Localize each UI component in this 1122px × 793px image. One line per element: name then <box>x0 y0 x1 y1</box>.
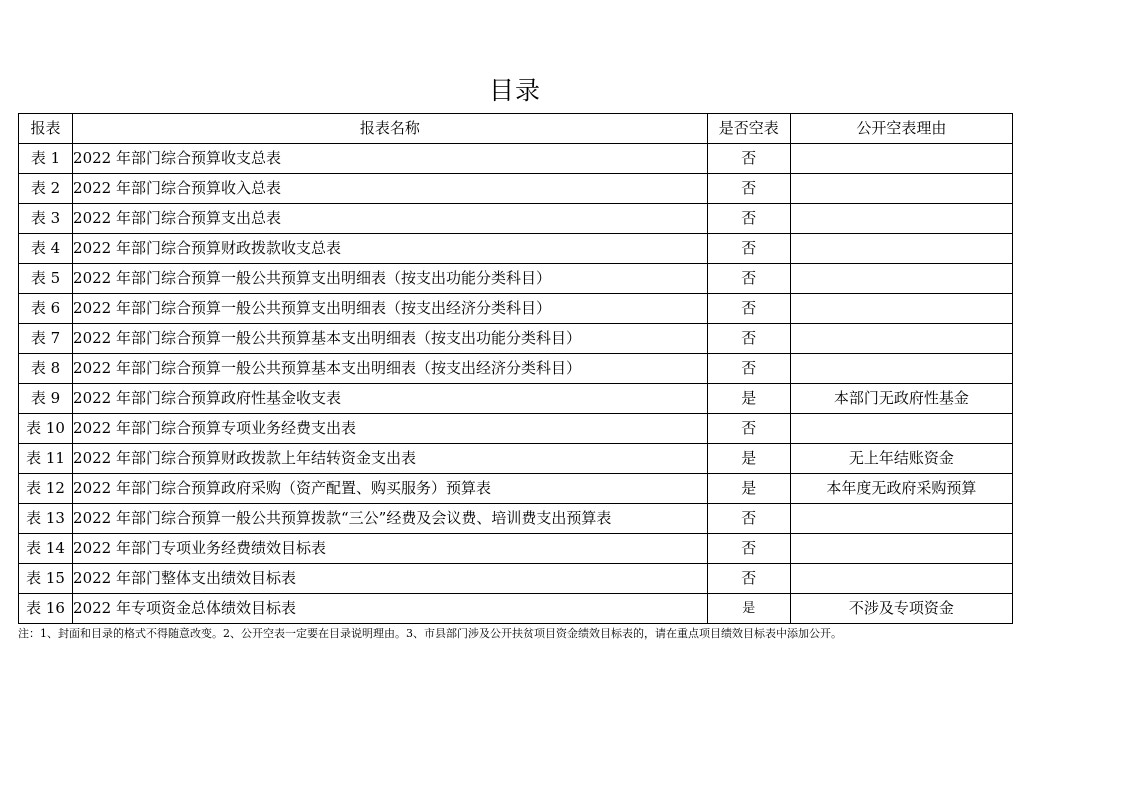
report-name: 2022 年部门综合预算一般公共预算支出明细表（按支出经济分类科目） <box>73 294 708 324</box>
table-row <box>19 144 1013 174</box>
table-row <box>19 474 1013 504</box>
empty-reason <box>790 324 1012 354</box>
report-name: 2022 年部门综合预算一般公共预算基本支出明细表（按支出经济分类科目） <box>73 354 708 384</box>
empty-reason: 本部门无政府性基金 <box>790 384 1012 414</box>
table-row <box>19 594 1013 624</box>
report-name: 2022 年部门整体支出绩效目标表 <box>73 564 708 594</box>
report-name: 2022 年部门综合预算财政拨款收支总表 <box>73 234 708 264</box>
is-empty: 是 <box>707 474 790 504</box>
table-row <box>19 564 1013 594</box>
report-name: 2022 年部门综合预算一般公共预算基本支出明细表（按支出功能分类科目） <box>73 324 708 354</box>
is-empty: 否 <box>707 324 790 354</box>
empty-reason <box>790 174 1012 204</box>
report-no: 表 4 <box>19 234 73 264</box>
header-is-empty: 是否空表 <box>707 114 790 144</box>
page-title: 目录 <box>488 76 541 105</box>
table-header-row <box>19 114 1013 144</box>
empty-reason <box>790 204 1012 234</box>
header-report-name: 报表名称 <box>73 114 708 144</box>
empty-reason <box>790 264 1012 294</box>
is-empty: 否 <box>707 144 790 174</box>
empty-reason <box>790 294 1012 324</box>
table-row <box>19 534 1013 564</box>
report-no: 表 6 <box>19 294 73 324</box>
report-no: 表 10 <box>19 414 73 444</box>
report-no: 表 7 <box>19 324 73 354</box>
report-no: 表 12 <box>19 474 73 504</box>
table-row <box>19 234 1013 264</box>
table-row <box>19 204 1013 234</box>
is-empty: 否 <box>707 414 790 444</box>
table-row <box>19 354 1013 384</box>
table-row <box>19 324 1013 354</box>
table-row <box>19 294 1013 324</box>
report-no: 表 13 <box>19 504 73 534</box>
is-empty: 否 <box>707 294 790 324</box>
report-name: 2022 年部门综合预算专项业务经费支出表 <box>73 414 708 444</box>
is-empty: 是 <box>707 594 790 624</box>
report-no: 表 1 <box>19 144 73 174</box>
empty-reason: 不涉及专项资金 <box>790 594 1012 624</box>
report-name: 2022 年专项资金总体绩效目标表 <box>73 594 708 624</box>
footnote: 注：1、封面和目录的格式不得随意改变。2、公开空表一定要在目录说明理由。3、市县部门涉及公开扶贫项目资金绩效目标表的，请在重点项目绩效目标表中添加公开。 <box>18 627 842 640</box>
report-name: 2022 年部门综合预算收支总表 <box>73 144 708 174</box>
report-name: 2022 年部门综合预算财政拨款上年结转资金支出表 <box>73 444 708 474</box>
table-row <box>19 414 1013 444</box>
report-no: 表 16 <box>19 594 73 624</box>
is-empty: 否 <box>707 354 790 384</box>
table-row <box>19 264 1013 294</box>
empty-reason <box>790 504 1012 534</box>
report-name: 2022 年部门综合预算政府采购（资产配置、购买服务）预算表 <box>73 474 708 504</box>
table-row <box>19 174 1013 204</box>
is-empty: 否 <box>707 504 790 534</box>
empty-reason <box>790 144 1012 174</box>
empty-reason <box>790 564 1012 594</box>
report-no: 表 2 <box>19 174 73 204</box>
empty-reason: 无上年结账资金 <box>790 444 1012 474</box>
report-catalog-table <box>18 113 1013 624</box>
report-name: 2022 年部门综合预算一般公共预算支出明细表（按支出功能分类科目） <box>73 264 708 294</box>
empty-reason: 本年度无政府采购预算 <box>790 474 1012 504</box>
report-no: 表 11 <box>19 444 73 474</box>
report-name: 2022 年部门综合预算政府性基金收支表 <box>73 384 708 414</box>
report-name: 2022 年部门综合预算收入总表 <box>73 174 708 204</box>
report-name: 2022 年部门综合预算一般公共预算拨款“三公”经费及会议费、培训费支出预算表 <box>73 504 708 534</box>
report-no: 表 5 <box>19 264 73 294</box>
is-empty: 否 <box>707 564 790 594</box>
report-name: 2022 年部门专项业务经费绩效目标表 <box>73 534 708 564</box>
empty-reason <box>790 534 1012 564</box>
header-report-no: 报表 <box>19 114 73 144</box>
report-name: 2022 年部门综合预算支出总表 <box>73 204 708 234</box>
is-empty: 否 <box>707 534 790 564</box>
table-row <box>19 444 1013 474</box>
is-empty: 是 <box>707 384 790 414</box>
is-empty: 是 <box>707 444 790 474</box>
report-no: 表 15 <box>19 564 73 594</box>
header-empty-reason: 公开空表理由 <box>790 114 1012 144</box>
empty-reason <box>790 354 1012 384</box>
report-no: 表 9 <box>19 384 73 414</box>
is-empty: 否 <box>707 234 790 264</box>
is-empty: 否 <box>707 264 790 294</box>
is-empty: 否 <box>707 174 790 204</box>
empty-reason <box>790 234 1012 264</box>
table-row <box>19 504 1013 534</box>
is-empty: 否 <box>707 204 790 234</box>
empty-reason <box>790 414 1012 444</box>
table-row <box>19 384 1013 414</box>
report-no: 表 14 <box>19 534 73 564</box>
report-no: 表 8 <box>19 354 73 384</box>
report-no: 表 3 <box>19 204 73 234</box>
